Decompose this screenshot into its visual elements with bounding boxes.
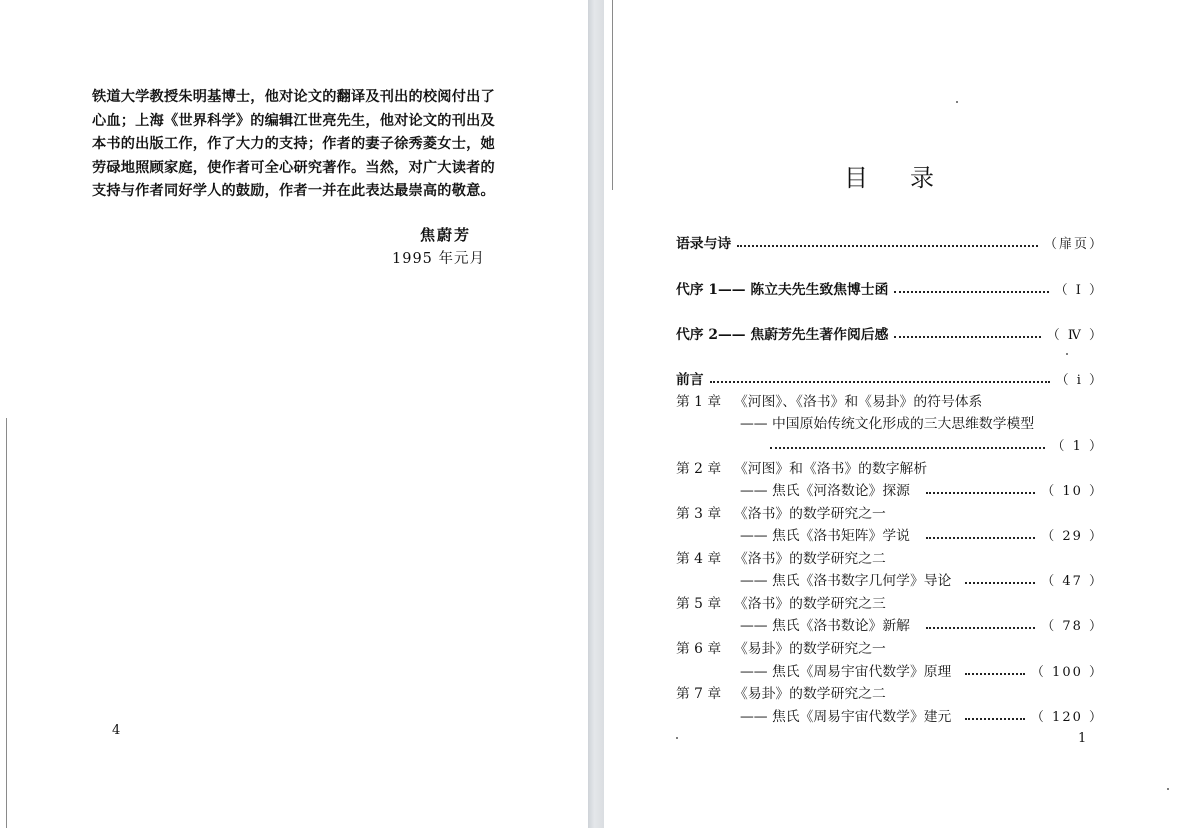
toc-entry-label: 代序 2—— 焦蔚芳先生著作阅后感 [676, 327, 889, 343]
scan-speck [1167, 788, 1169, 790]
scan-edge-line [6, 418, 7, 828]
preface-paragraph [92, 86, 522, 204]
toc-page-ref: （ 1 ） [1051, 439, 1104, 454]
scan-speck [956, 101, 958, 103]
toc-entry[interactable] [740, 567, 1104, 589]
author-signature: 焦蔚芳 [420, 226, 472, 244]
chapter-subtitle: —— 焦氏《周易宇宙代数学》原理 [740, 664, 952, 680]
toc-title [844, 158, 934, 193]
chapter-heading[interactable] [676, 457, 927, 477]
scan-edge-line [612, 0, 613, 190]
chapter-subtitle: —— 中国原始传统文化形成的三大思维数学模型 [740, 416, 1035, 432]
toc-entry[interactable] [740, 612, 1104, 634]
toc-entry[interactable] [676, 366, 1104, 388]
dot-leader [926, 492, 1035, 494]
chapter-title: 《河图》和《洛书》的数字解析 [734, 461, 928, 477]
toc-page-ref: （ 120 ） [1030, 710, 1104, 725]
chapter-heading[interactable] [676, 682, 886, 702]
toc-entry-label: 语录与诗 [676, 236, 732, 252]
dot-leader [894, 336, 1040, 338]
toc-title-char: 目 [844, 164, 868, 192]
signature-date: 1995 年元月 [392, 251, 486, 267]
toc-page-ref: （ I ） [1054, 283, 1104, 298]
chapter-number: 第 2 章 [676, 461, 722, 477]
dot-leader [926, 537, 1035, 539]
dot-leader [737, 245, 1038, 247]
chapter-title: 《洛书》的数学研究之一 [734, 506, 886, 522]
toc-page-ref: （ Ⅳ ） [1046, 328, 1104, 343]
toc-page-ref: （ 10 ） [1041, 484, 1104, 499]
page-gutter [588, 0, 604, 828]
chapter-number: 第 6 章 [676, 641, 722, 657]
toc-page-ref: （ i ） [1055, 373, 1104, 388]
chapter-title: 《河图》、《洛书》和《易卦》的符号体系 [734, 394, 983, 410]
paragraph-line: 心血；上海《世界科学》的编辑江世亮先生，他对论文的刊出及 [92, 112, 495, 129]
chapter-subtitle: —— 焦氏《洛书数论》新解 [740, 618, 910, 634]
toc-entry[interactable] [740, 703, 1104, 725]
toc-entry[interactable] [676, 321, 1104, 343]
chapter-number: 第 4 章 [676, 551, 722, 567]
toc-page-ref: （ 29 ） [1041, 529, 1104, 544]
chapter-heading[interactable] [676, 592, 886, 612]
chapter-number: 第 1 章 [676, 394, 722, 410]
paragraph-line: 劳碌地照顾家庭，使作者可全心研究著作。当然，对广大读者的 [92, 159, 495, 176]
toc-entry[interactable] [740, 522, 1104, 544]
chapter-title: 《易卦》的数学研究之二 [734, 686, 886, 702]
toc-entry-label: 前言 [676, 372, 704, 388]
toc-entry-label: 代序 1—— 陈立夫先生致焦博士函 [676, 282, 889, 298]
toc-entry[interactable] [740, 658, 1104, 680]
chapter-number: 第 5 章 [676, 596, 722, 612]
chapter-title: 《洛书》的数学研究之二 [734, 551, 886, 567]
toc-entry[interactable] [676, 230, 1104, 252]
paragraph-line: 支持与作者同好学人的鼓励，作者一并在此表达最崇高的敬意。 [92, 183, 495, 199]
chapter-subtitle: —— 焦氏《洛书矩阵》学说 [740, 528, 910, 544]
paragraph-line: 本书的出版工作，作了大力的支持；作者的妻子徐秀菱女士，她 [92, 136, 495, 152]
toc-entry[interactable] [740, 432, 1104, 454]
dot-leader [965, 582, 1035, 584]
chapter-title: 《洛书》的数学研究之三 [734, 596, 886, 612]
right-page [604, 0, 1190, 828]
toc-page-ref: （ 78 ） [1041, 619, 1104, 634]
dot-leader [926, 627, 1035, 629]
toc-title-char: 录 [910, 164, 934, 192]
chapter-subtitle: —— 焦氏《洛书数字几何学》导论 [740, 573, 952, 589]
dot-leader [770, 447, 1045, 449]
toc-entry[interactable] [676, 276, 1104, 298]
toc-page-ref: （ 100 ） [1030, 665, 1104, 680]
chapter-subtitle: —— 焦氏《周易宇宙代数学》建元 [740, 709, 952, 725]
left-page-number: 4 [112, 723, 121, 738]
chapter-subtitle: —— 焦氏《河洛数论》探源 [740, 483, 910, 499]
scan-speck [1066, 353, 1068, 355]
paragraph-line: 铁道大学教授朱明基博士，他对论文的翻译及刊出的校阅付出了 [92, 89, 495, 105]
dot-leader [965, 718, 1025, 720]
toc-entry[interactable] [740, 477, 1104, 499]
right-page-number: 1 [1078, 731, 1087, 746]
chapter-heading[interactable] [676, 390, 982, 410]
chapter-heading[interactable] [676, 637, 886, 657]
scan-speck [676, 737, 678, 739]
dot-leader [894, 291, 1048, 293]
chapter-title: 《易卦》的数学研究之一 [734, 641, 886, 657]
chapter-number: 第 3 章 [676, 506, 722, 522]
left-page [0, 0, 588, 828]
dot-leader [710, 381, 1050, 383]
toc-page-ref: （ 47 ） [1041, 574, 1104, 589]
toc-page-ref: （扉页） [1043, 237, 1104, 252]
chapter-number: 第 7 章 [676, 686, 722, 702]
dot-leader [965, 673, 1025, 675]
chapter-heading[interactable] [676, 502, 886, 522]
chapter-heading[interactable] [676, 547, 886, 567]
